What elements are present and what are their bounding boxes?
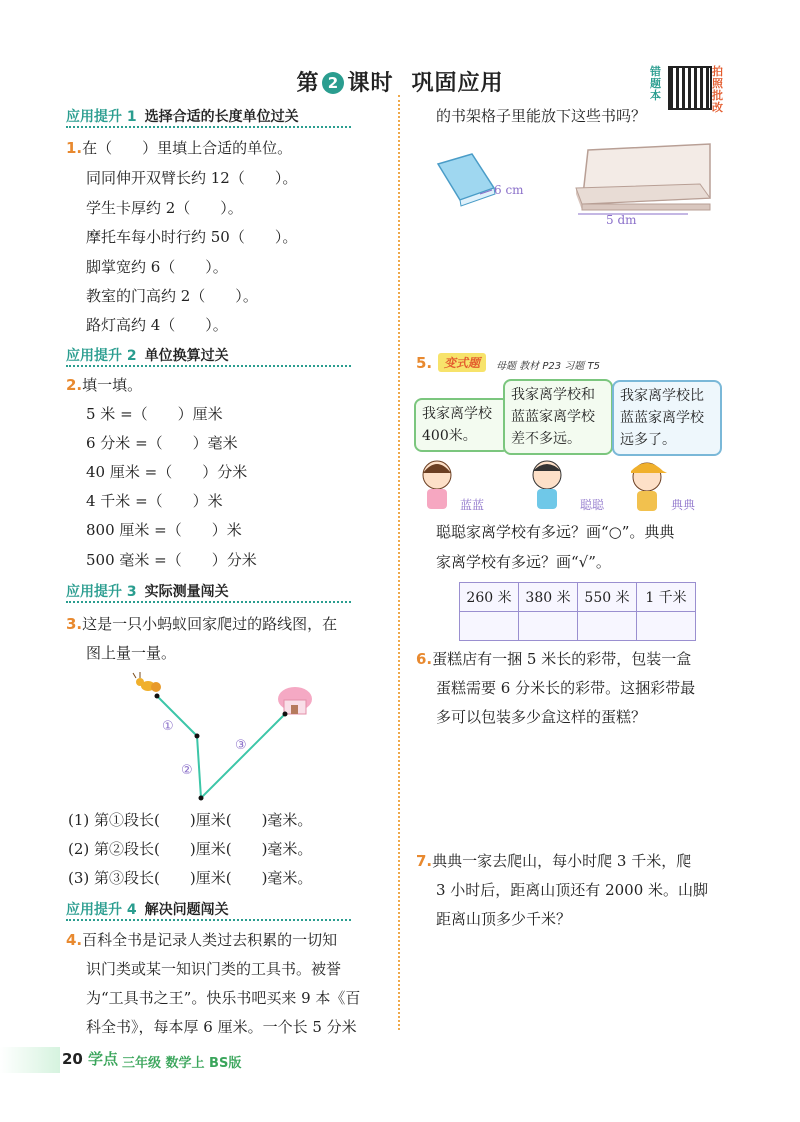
grade-label: 三年级 数学上 BS版 — [122, 1056, 242, 1071]
qr-code[interactable] — [668, 66, 712, 110]
q3-item: (3) 第③段长( )厘米( )毫米。 — [68, 869, 313, 887]
section-3-heading: 应用提升 3 实际测量闯关 — [66, 584, 229, 600]
question-7: 7.典典一家去爬山，每小时爬 3 千米，爬 3 小时后，距离山顶还有 2000 米。山脚 距离山顶多少千米？ — [416, 852, 709, 928]
option-cell: 1 千米 — [637, 583, 696, 612]
speech-bubble-congcong: 我家离学校和蓝蓝家离学校差不多远。 — [503, 379, 613, 455]
route-line — [157, 696, 285, 798]
answer-cell[interactable] — [519, 612, 578, 641]
q2-item: 800 厘米 =（ ）米 — [86, 521, 242, 539]
segment-3-label: ③ — [235, 738, 247, 753]
question-4: 4.百科全书是记录人类过去积累的一切知 识门类或某一知识门类的工具书。被誉 为“工具书之王”。快乐书吧买来 9 本《百 科全书》，每本厚 6 厘米。一个长 5 分米 — [66, 931, 361, 1036]
q3-item: (2) 第②段长( )厘米( )毫米。 — [68, 840, 313, 858]
q2-item: 500 毫米 =（ ）分米 — [86, 551, 257, 569]
route-point — [155, 694, 160, 699]
boy-with-cap-avatar — [631, 463, 667, 511]
qr-right-label: 拍照批改 — [712, 65, 723, 114]
q2-item: 4 千米 =（ ）米 — [86, 492, 223, 510]
variant-badge: 变式题 — [438, 353, 486, 372]
q5-line2: 家离学校有多远？画“√”。 — [436, 553, 611, 571]
column-divider — [398, 95, 400, 1030]
qr-left-label: 错题本 — [650, 65, 661, 102]
section-1-heading: 应用提升 1 选择合适的长度单位过关 — [66, 109, 299, 125]
option-cell: 260 米 — [460, 583, 519, 612]
q1-item: 同同伸开双臂长约 12（ ）。 — [86, 169, 298, 187]
q1-item: 路灯高约 4（ ）。 — [86, 316, 228, 334]
question-1: 1.在（ ）里填上合适的单位。 — [66, 139, 293, 157]
footer-band — [0, 1047, 60, 1073]
answer-cell[interactable] — [578, 612, 637, 641]
option-cell: 550 米 — [578, 583, 637, 612]
title-middle: 课时 — [347, 71, 394, 96]
route-point — [283, 712, 288, 717]
textbook-reference: 母题 教材 P23 习题 T5 — [496, 361, 600, 372]
boy-avatar — [533, 461, 561, 509]
house-icon — [278, 687, 312, 714]
question-5-number: 5. — [416, 354, 433, 372]
title-prefix: 第 — [296, 71, 320, 96]
segment-1-label: ① — [162, 719, 174, 734]
bookshelf-illustration — [570, 140, 720, 225]
question-2: 2.填一填。 — [66, 376, 143, 394]
q2-item: 6 分米 =（ ）毫米 — [86, 434, 238, 452]
ant-route-diagram — [130, 672, 320, 807]
q2-item: 5 米 =（ ）厘米 — [86, 405, 223, 423]
girl-avatar — [423, 461, 451, 509]
question-6: 6.蛋糕店有一捆 5 米长的彩带，包装一盒 蛋糕需要 6 分米长的彩带。这捆彩带最 多可以包装多少盒这样的蛋糕？ — [416, 650, 696, 726]
speech-bubble-diandian: 我家离学校比蓝蓝家离学校远多了。 — [612, 380, 722, 456]
route-point — [195, 734, 200, 739]
q4-continued: 的书架格子里能放下这些书吗？ — [436, 107, 647, 125]
question-3: 3.这是一只小蚂蚁回家爬过的路线图，在 — [66, 615, 338, 633]
book-thickness-label: 6 cm — [494, 183, 524, 197]
q2-item: 40 厘米 =（ ）分米 — [86, 463, 248, 481]
brand-logo: 学点 — [88, 1050, 119, 1068]
q1-item: 教室的门高约 2（ ）。 — [86, 287, 258, 305]
page-number: 20 — [62, 1050, 83, 1068]
q1-item: 摩托车每小时行约 50（ ）。 — [86, 228, 298, 246]
q1-item: 学生卡厚约 2（ ）。 — [86, 199, 243, 217]
route-point — [199, 796, 204, 801]
q3-line2: 图上量一量。 — [86, 644, 177, 662]
shelf-length-label: 5 dm — [606, 213, 637, 225]
option-cell: 380 米 — [519, 583, 578, 612]
answer-cell[interactable] — [637, 612, 696, 641]
q3-item: (1) 第①段长( )厘米( )毫米。 — [68, 811, 313, 829]
segment-2-label: ② — [181, 763, 193, 778]
title-topic: 巩固应用 — [411, 71, 504, 96]
name-diandian: 典典 — [671, 498, 696, 512]
section-2-heading: 应用提升 2 单位换算过关 — [66, 348, 229, 364]
q1-item: 脚掌宽约 6（ ）。 — [86, 258, 228, 276]
book-illustration — [432, 150, 532, 210]
lesson-number: 2 — [322, 72, 344, 94]
section-4-heading: 应用提升 4 解决问题闯关 — [66, 902, 229, 918]
ant-icon — [133, 672, 161, 692]
q5-line1: 聪聪家离学校有多远？画“○”。典典 — [436, 523, 675, 541]
answer-cell[interactable] — [460, 612, 519, 641]
name-congcong: 聪聪 — [580, 498, 605, 512]
name-lanlan: 蓝蓝 — [460, 498, 485, 512]
speech-bubble-lanlan: 我家离学校400米。 — [414, 398, 510, 452]
distance-options-table — [459, 582, 696, 641]
